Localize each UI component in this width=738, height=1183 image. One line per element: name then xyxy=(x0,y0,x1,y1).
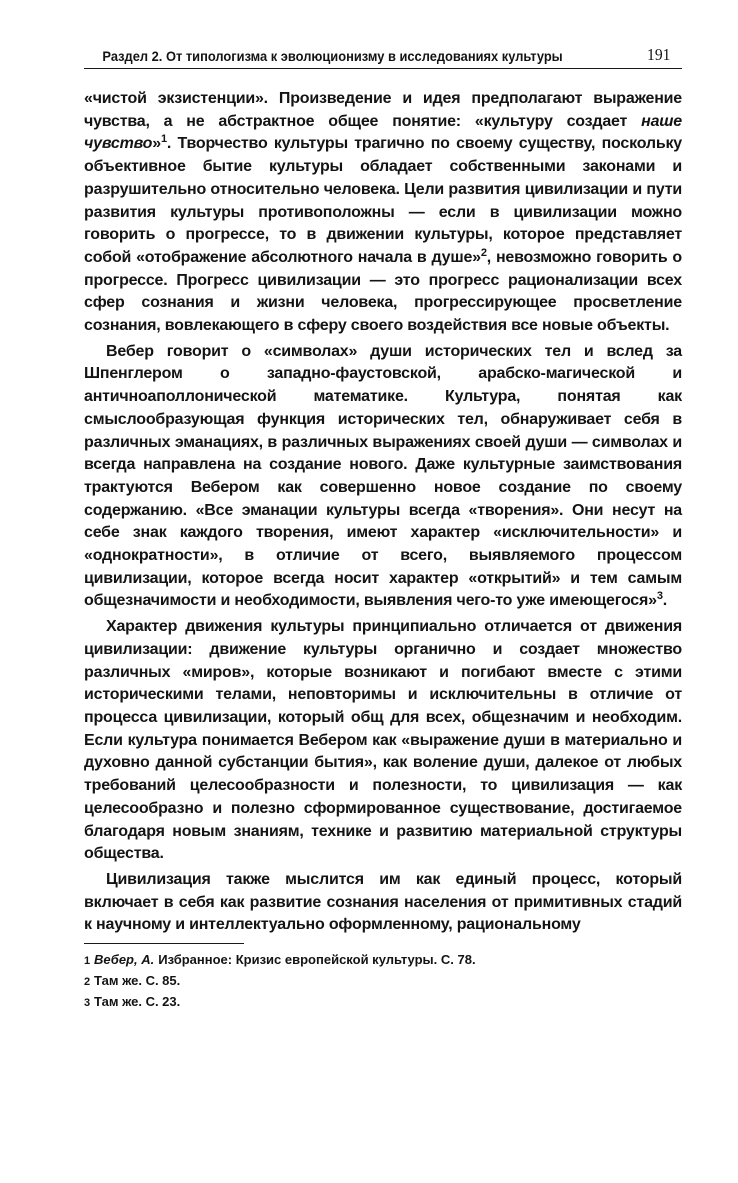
paragraph xyxy=(84,341,682,613)
body-text xyxy=(84,88,682,937)
footnote-number: 1 xyxy=(84,955,91,968)
footnote-number: 3 xyxy=(84,997,91,1010)
paragraph: Характер движения культуры принципиально отличается от движения цивилизации: движение культуры органично и создает множество различных «миров», которые возникают и погибают вместе с этими историческими телами, неповторимы и исключительны в отличие от процесса цивилизации, который общ для всех, общезначим и необходим. Если культура понимается Вебером как «выражение души в материально и духовно данной субстанции бытия», как воление души, далекое от любых требований целесообразности и полезности, то цивилизация — как целесообразно и полезно сформированное существование, достигаемое благодаря новым знаниям, технике и развитию материальной структуры общества. xyxy=(84,618,682,863)
page-number: 191 xyxy=(647,45,671,64)
footnote-ref: 2 xyxy=(480,246,487,259)
text-run: «чистой экзистенции». Произведение и идея предполагают выражение чувства, а не абстрактное общее понятие: «культуру создает xyxy=(84,90,682,130)
footnote-author: Вебер, А. xyxy=(94,952,155,968)
book-page xyxy=(84,38,682,1013)
running-title: Раздел 2. От типологизма к эволюционизму в исследованиях культуры xyxy=(102,48,563,64)
paragraph xyxy=(84,88,682,338)
text-run: Вебер говорит о «символах» души исторических тел и вслед за Шпенглером о западно-фаустовской, арабско-магической и античноаполлонической математике. Культура, понятая как смыслообразующая функция исторических тел, обнаруживает себя в различных эманациях, в различных выражениях своей души — символах и всегда направлена на создание нового. Даже культурные заимствования трактуются Вебером как совершенно новое создание по своему содержанию. «Все эманации культуры всегда «творения». Они несут на себе знак каждого творения, имеют характер «исключительности» и «однократности», в отличие от всего, выявляемого процессом цивилизации, которое всегда носит характер «открытий» и тем самым общезначимости и необходимости, выявления чего-то уже имеющегося» xyxy=(84,342,682,610)
running-header xyxy=(84,38,682,69)
footnote-number: 2 xyxy=(84,976,91,989)
text-run: . Творчество культуры трагично по своему существу, поскольку объективное бытие культуры обладает собственными законами и разрушительно относительно человека. Цели развития цивилизации и пути развития культуры противоположны — если в цивилизации можно говорить о прогрессе, то в движении культуры, которое представляет собой «отображение абсолютного начала в душе» xyxy=(84,135,682,266)
text-run: . xyxy=(662,592,668,610)
footnote-text: Избранное: Кризис европейской культуры. С. 78. xyxy=(158,952,476,968)
footnote-ref: 3 xyxy=(656,590,663,603)
footnote-text: Там же. С. 85. xyxy=(94,973,181,989)
footnotes xyxy=(84,950,682,1013)
footnote xyxy=(84,950,682,971)
footnote-divider xyxy=(84,943,244,944)
italic-text: наше чувство xyxy=(84,112,682,153)
footnote-ref: 1 xyxy=(160,133,167,146)
footnote xyxy=(84,992,682,1013)
text-run: , невозможно говорить о прогрессе. Прогресс цивилизации — это прогресс рационализации всех сфер сознания и жизни человека, прогрессирующее просветление сознания, вовлекающего в сферу своего воздействия все новые объекты. xyxy=(84,248,682,335)
footnote xyxy=(84,971,682,992)
paragraph: Цивилизация также мыслится им как единый процесс, который включает в себя как развитие сознания населения от примитивных стадий к научному и интеллектуально оформленному, рациональному xyxy=(84,870,682,934)
footnote-text: Там же. С. 23. xyxy=(94,994,181,1010)
text-run: » xyxy=(152,135,161,153)
